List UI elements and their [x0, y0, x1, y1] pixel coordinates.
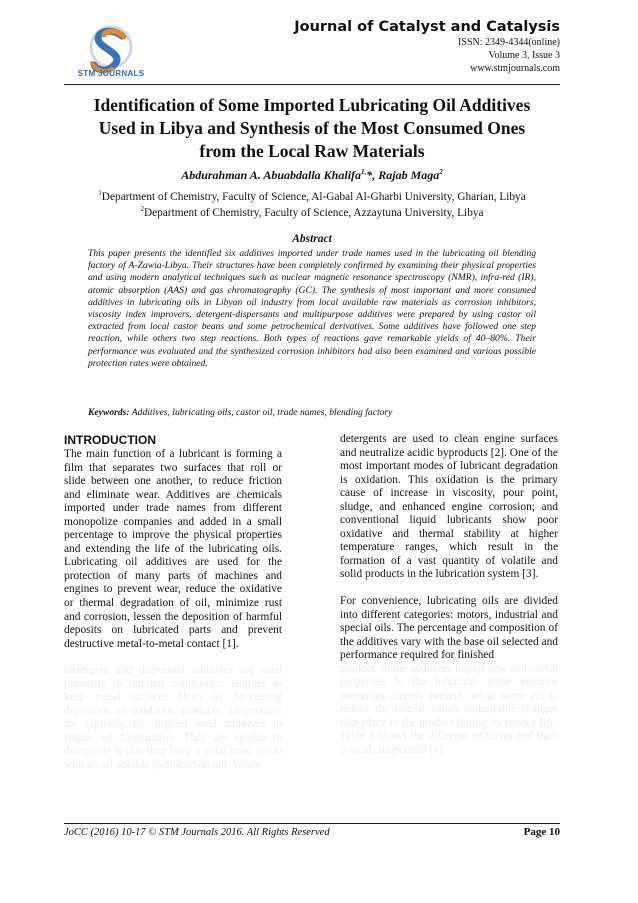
- journal-header: [294, 18, 560, 75]
- paragraph: detergents are used to clean engine surfaces and neutralize acidic byproducts [2]. One of the most important modes of lubricant degradation is oxidation. This oxidation is the primary cause of increase in viscosity, pour point, sludge, and enhanced engine corrosion; and conventional liquid lubricants show poor oxidative and thermal stability at higher temperature ranges, which result in the formation of a vast quantity of volatile and solid products in the lubrication system [3].: [340, 433, 558, 581]
- affiliation-text: Department of Chemistry, Faculty of Science, Azzaytuna University, Libya: [143, 206, 484, 219]
- paragraph: The main function of a lubricant is forming a film that separates two surfaces that roll or slide between one another, to reduce friction and eliminate wear. Additives are chemicals imported under trade names from different monopolize companies and added in a small percentage to improve the physical properties and extending the life of the lubricating oils. Lubricating oil additives are used for the protection of many parts of machines and engines to prevent wear, reduce the oxidative or thermal degradation of oil, minimize rust and corrosion, lessen the deposition of harmful deposits on lubricated parts and prevent destructive metal-to-metal contact [1].: [64, 448, 282, 650]
- title-line: Used in Libya and Synthesis of the Most Consumed Ones: [98, 118, 526, 138]
- paper-title: [64, 94, 560, 163]
- paragraph-faded: product. Some additives impart new and useful properties to the lubricant; some enhance properties already present, while some act to reduce the rate at which undesirable changes take place in the product during its service life. Table 1 shows the different additives and their typical compounds [4].: [340, 662, 558, 757]
- keywords-text: Additives, lubricating oils, castor oil, trade names, blending factory: [129, 407, 393, 418]
- abstract-heading: Abstract: [292, 233, 332, 245]
- footer-divider: [64, 823, 560, 824]
- section-heading-introduction: INTRODUCTION: [64, 433, 156, 447]
- corresponding-mark: *: [366, 168, 373, 182]
- volume-issue: Volume 3, Issue 3: [488, 50, 560, 61]
- header-divider: [64, 84, 560, 85]
- left-column: [64, 433, 282, 773]
- author-superscript: 1,: [361, 168, 367, 176]
- right-column: [340, 433, 558, 758]
- author-separator: ,: [372, 168, 379, 182]
- paragraph-faded: Detergent and dispersant additives are used primarily in internal combustion engines to keep metal surfaces clean by preventing deposition of oxidation products. Dispersants are typically the highest used additives in engine oil formulation. They are similar to detergents in that they have a polar head group with an oil-soluble hydrocarbon tail. While: [64, 664, 282, 772]
- affiliation-text: Department of Chemistry, Faculty of Science, Al-Gabal Al-Gharbi University, Gharian, Libya: [101, 190, 526, 203]
- affiliation-number: 2: [140, 205, 144, 213]
- title-line: Identification of Some Imported Lubricating Oil Additives: [93, 95, 531, 115]
- keywords-label: Keywords:: [88, 407, 130, 418]
- author-name: Rajab Maga: [378, 168, 440, 182]
- abstract-text: This paper presents the identified six additives imported under trade names used in the lubricating oil blending factory of A-Zawia-Libya. Their structures have been completely confirmed by examining their physical properties and using modern analytical techniques such as nuclear magnetic resonance spectroscopy (NMR), infra-red (IR), atomic absorption (AAS) and gas chromatography (GC). The synthesis of most important and more consumed additives in lubricating oils in Libyan oil industry from local available raw materials as corrosion inhibitors, viscosity index improvers, detergent-dispersants and multipurpose additives were prepared by using castor oil extracted from local castor beans and some petrochemical derivatives. Some additives have followed one step reaction, while others two step reactions. Both types of reactions gave remarkable yields of 40–80%. Their performance was evaluated and the synthesized corrosion inhibitors had also been examined and various possible protection rates were obtained.: [88, 248, 536, 369]
- author-superscript: 2: [439, 168, 443, 176]
- issn: ISSN: 2349-4344(online): [458, 37, 560, 48]
- footer-citation: JoCC (2016) 10-17 © STM Journals 2016. All Rights Reserved: [64, 827, 330, 838]
- keywords: [88, 407, 536, 418]
- journal-name: Journal of Catalyst and Catalysis: [294, 19, 560, 35]
- affiliation: [64, 202, 560, 221]
- affiliation-number: 1: [98, 189, 102, 197]
- page-number: Page 10: [523, 826, 560, 838]
- logo-text: STM JOURNALS: [77, 69, 145, 78]
- authors: [64, 168, 560, 183]
- author-name: Abdurahman A. Abuabdalla Khalifa: [181, 168, 362, 182]
- paragraph: For convenience, lubricating oils are divided into different categories: motors, industrial and special oils. The percentage and composition of the additives vary with the base oil selected and performance required for finished: [340, 595, 558, 662]
- website-link[interactable]: www.stmjournals.com: [470, 63, 560, 74]
- title-line: from the Local Raw Materials: [199, 141, 425, 161]
